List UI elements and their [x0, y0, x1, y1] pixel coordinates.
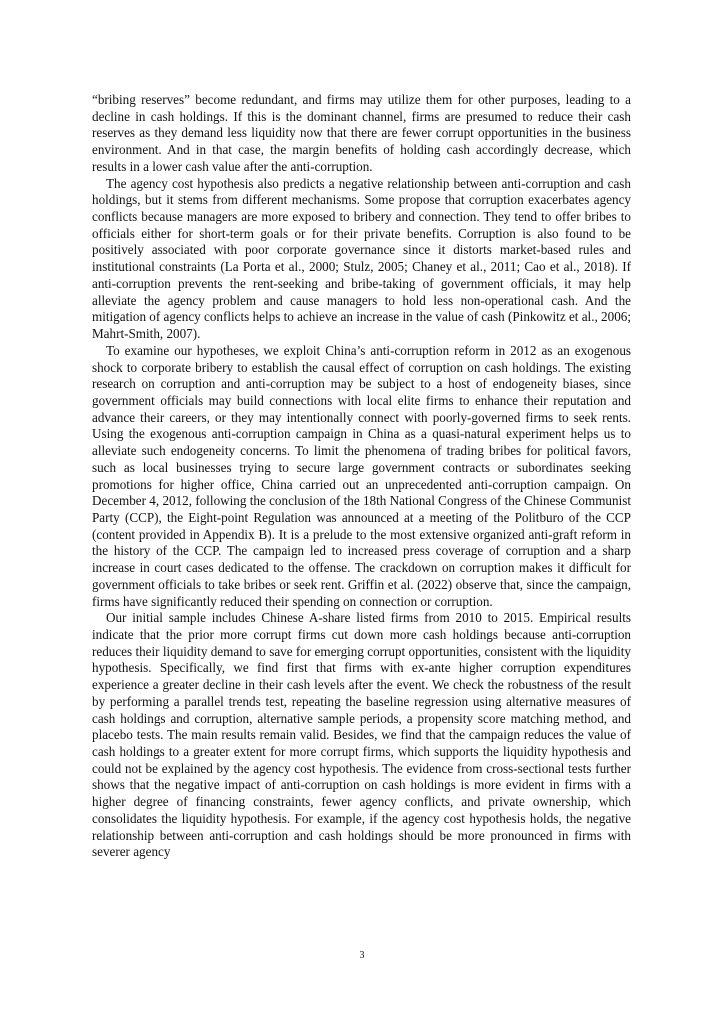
paragraph-examine-hypotheses: To examine our hypotheses, we exploit China’s anti-corruption reform in 2012 as an exogenous shock to corporate bribery to establish the causal effect of corruption on cash holdings. The existing research on corruption and anti-corruption may be subject to a host of endogeneity biases, since government officials may build connections with local elite firms to enhance their reputation and advance their careers, or they may intentionally connect with poorly-governed firms to seek rents. Using the exogenous anti-corruption campaign in China as a quasi-natural experiment helps us to alleviate such endogeneity concerns. To limit the phenomena of trading bribes for political favors, such as local businesses trying to secure large government contracts or subordinates seeking promotions for higher office, China carried out an unprecedented anti-corruption campaign. On December 4, 2012, following the conclusion of the 18th National Congress of the Chinese Communist Party (CCP), the Eight-point Regulation was announced at a meeting of the Politburo of the CCP (content provided in Appendix B). It is a prelude to the most extensive organized anti-graft reform in the history of the CCP. The campaign led to increased press coverage of corruption and a sharp increase in court cases dedicated to the offense. The crackdown on corruption makes it difficult for government officials to take bribes or seek rent. Griffin et al. (2022) observe that, since the campaign, firms have significantly reduced their spending on connection or corruption. — [92, 342, 631, 609]
paragraph-bribing-reserves: “bribing reserves” become redundant, and firms may utilize them for other purposes, leading to a decline in cash holdings. If this is the dominant channel, firms are presumed to reduce their cash reserves as they demand less liquidity now that there are fewer corrupt opportunities in the business environment. And in that case, the margin benefits of holding cash accordingly decrease, which results in a lower cash value after the anti-corruption. — [92, 92, 631, 174]
paragraph-agency-cost-hypothesis: The agency cost hypothesis also predicts a negative relationship between anti-corruption and cash holdings, but it stems from different mechanisms. Some propose that corruption exacerbates agency conflicts because managers are more exposed to bribery and connection. They tend to offer bribes to officials either for short-term goals or for their private benefits. Corruption is also found to be positively associated with poor corporate governance since it distorts market-based rules and institutional constraints (La Porta et al., 2000; Stulz, 2005; Chaney et al., 2011; Cao et al., 2018). If anti-corruption prevents the rent-seeking and bribe-taking of government officials, it may help alleviate the agency problem and cause managers to hold less non-operational cash. And the mitigation of agency conflicts helps to achieve an increase in the value of cash (Pinkowitz et al., 2006; Mahrt-Smith, 2007). — [92, 175, 631, 342]
page-number: 3 — [359, 950, 365, 961]
paragraph-initial-sample: Our initial sample includes Chinese A-share listed firms from 2010 to 2015. Empirical results indicate that the prior more corrupt firms cut down more cash holdings because anti-corruption reduces their liquidity demand to save for emerging corrupt opportunities, consistent with the liquidity hypothesis. Specifically, we find first that firms with ex-ante higher corruption expenditures experience a greater decline in their cash levels after the event. We check the robustness of the result by performing a parallel trends test, repeating the baseline regression using alternative measures of cash holdings and corruption, alternative sample periods, a propensity score matching method, and placebo tests. The main results remain valid. Besides, we find that the campaign reduces the value of cash holdings to a greater extent for more corrupt firms, which supports the liquidity hypothesis and could not be explained by the agency cost hypothesis. The evidence from cross-sectional tests further shows that the negative impact of anti-corruption on cash holdings is more evident in firms with a higher degree of financing constraints, fewer agency conflicts, and private ownership, which consolidates the liquidity hypothesis. For example, if the agency cost hypothesis holds, the negative relationship between anti-corruption and cash holdings should be more pronounced in firms with severer agency — [92, 610, 631, 860]
body-text — [92, 92, 631, 861]
